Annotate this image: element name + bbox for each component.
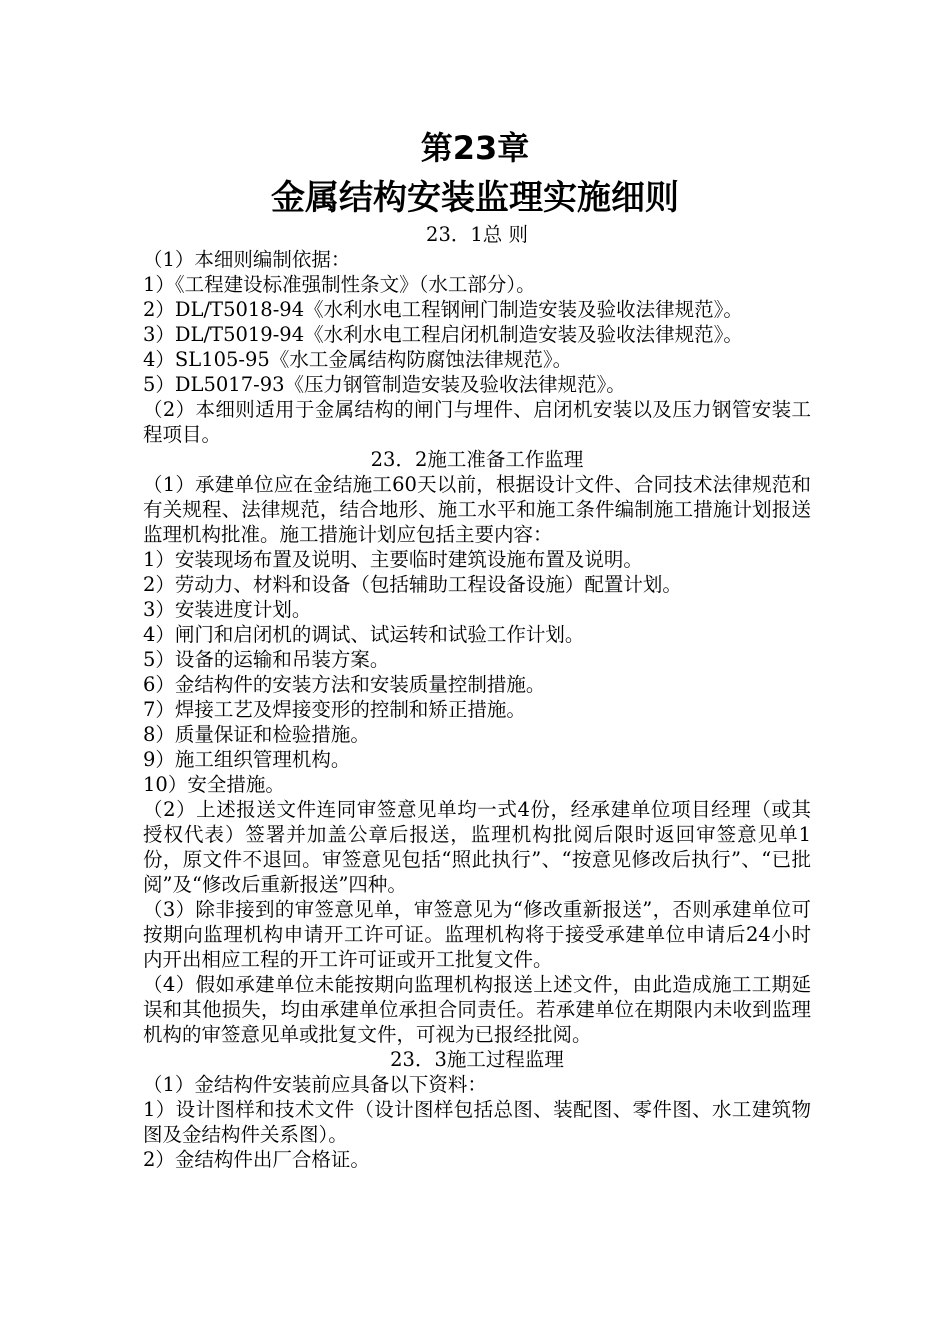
list-item: 2）DL/T5018-94《水利水电工程钢闸门制造安装及验收法律规范》。 [143, 298, 743, 321]
document-body [143, 222, 811, 1172]
list-item: 6）金结构件的安装方法和安装质量控制措施。 [143, 673, 546, 696]
list-item: 4）SL105-95《水工金属结构防腐蚀法律规范》。 [143, 348, 573, 371]
list-item: 1）《工程建设标准强制性条文》（水工部分）。 [143, 273, 536, 296]
list-item: 7）焊接工艺及焊接变形的控制和矫正措施。 [143, 698, 526, 721]
paragraph: （1）承建单位应在金结施工60天以前，根据设计文件、合同技术法律规范和有关规程、法律规范，结合地形、施工水平和施工条件编制施工措施计划报送监理机构批准。施工措施计划应包括主要内容： [143, 473, 811, 546]
list-item: 3）DL/T5019-94《水利水电工程启闭机制造安装及验收法律规范》。 [143, 323, 743, 346]
list-item: 1）设计图样和技术文件（设计图样包括总图、装配图、零件图、水工建筑物图及金结构件关系图）。 [143, 1098, 811, 1146]
list-item: 1）安装现场布置及说明、主要临时建筑设施布置及说明。 [143, 548, 643, 571]
paragraph: （3）除非接到的审签意见单，审签意见为“修改重新报送”，否则承建单位可按期向监理机构申请开工许可证。监理机构将于接受承建单位申请后24小时内开出相应工程的开工许可证或开工批复文件。 [143, 898, 811, 971]
list-item: 5）DL5017-93《压力钢管制造安装及验收法律规范》。 [143, 373, 626, 396]
paragraph: （1）金结构件安装前应具备以下资料： [143, 1073, 487, 1096]
list-item: 3）安装进度计划。 [143, 598, 312, 621]
list-item: 9）施工组织管理机构。 [143, 748, 351, 771]
section-heading: 23．1总 则 [426, 223, 528, 246]
chapter-title: 第23章 [420, 129, 530, 167]
list-item: 8）质量保证和检验措施。 [143, 723, 370, 746]
paragraph: （2）上述报送文件连同审签意见单均一式4份，经承建单位项目经理（或其授权代表）签署并加盖公章后报送，监理机构批阅后限时返回审签意见单1份，原文件不退回。审签意见包括“照此执行”、“按意见修改后执行”、“已批阅”及“修改后重新报送”四种。 [143, 798, 811, 896]
document-title: 金属结构安装监理实施细则 [271, 178, 679, 218]
section-heading: 23．3施工过程监理 [390, 1048, 564, 1071]
section-heading: 23．2施工准备工作监理 [370, 448, 584, 471]
paragraph: （2）本细则适用于金属结构的闸门与埋件、启闭机安装以及压力钢管安装工程项目。 [143, 398, 811, 446]
list-item: 10）安全措施。 [143, 773, 285, 796]
paragraph: （1）本细则编制依据： [143, 248, 351, 271]
list-item: 2）金结构件出厂合格证。 [143, 1148, 370, 1171]
list-item: 5）设备的运输和吊装方案。 [143, 648, 390, 671]
list-item: 2）劳动力、材料和设备（包括辅助工程设备设施）配置计划。 [143, 573, 682, 596]
paragraph: （4）假如承建单位未能按期向监理机构报送上述文件，由此造成施工工期延误和其他损失，均由承建单位承担合同责任。若承建单位在期限内未收到监理机构的审签意见单或批复文件，可视为已报经批阅。 [143, 973, 811, 1046]
list-item: 4）闸门和启闭机的调试、试运转和试验工作计划。 [143, 623, 585, 646]
